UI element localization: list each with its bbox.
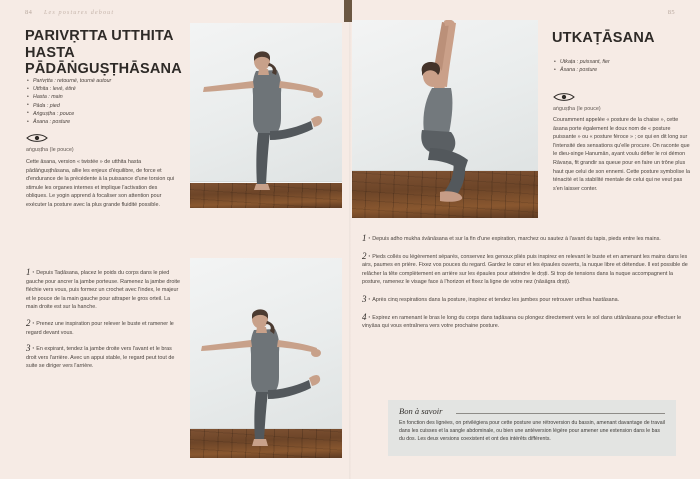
glossary-item: • Pāda : pied — [27, 102, 192, 110]
eye-caption-left: aṅguṣṭha (le pouce) — [26, 147, 74, 153]
step-number: 2 · — [26, 318, 34, 328]
step-text: Pieds collés ou légèrement séparés, conservez les genoux pliés puis inspirez en relevant le buste et en amenant les mains dans les airs, paumes en prière. Fixez vos pouces du regard. Gardez le cœur et les épaules ouverts, la nuque libre et détendue. Il est possible de relâcher la tête complètement en arrière sur les épaules pour atteindre le dṛṣṭi. Si trop de tensions dans la nuque accompagnent la posture, ramenez le visage face à l'horizon et fixez la ligne de votre nez (nāsāgra dṛṣṭi). — [362, 253, 688, 286]
step-item — [26, 319, 181, 337]
steps-list-right — [362, 234, 692, 339]
tip-box-title: Bon à savoir — [399, 406, 443, 416]
step-item — [26, 268, 181, 312]
step-item — [362, 234, 692, 244]
glossary-item: • Utthita : levé, étiré — [27, 85, 192, 93]
step-text: Depuis Taḍāsana, placez le poids du corps dans le pied gauche pour ancrer la jambe porteuse. Ramenez la jambe droite fléchie vers vous, puis formez un crochet avec l'index, le majeur et le pouce de la main gauche pour attraper le gros orteil. La main droite est sur la hanche. — [26, 270, 181, 311]
figure-woman-illustration — [190, 23, 342, 208]
glossary-item: • Āsana : posture — [554, 66, 699, 74]
page-gutter — [349, 0, 351, 479]
step-text: Prenez une inspiration pour relever le buste et ramener le regard devant vous. — [26, 320, 174, 336]
steps-list-left-col1 — [26, 268, 181, 378]
photo-woman-twisted-top — [190, 23, 342, 208]
step-text: Après cinq respirations dans la posture, inspirez et tendez les jambes pour retrouver urdhva hastāsana. — [372, 296, 620, 303]
tip-box — [388, 400, 676, 456]
step-text: Expirez en ramenant le bras le long du corps dans taḍāsana ou plongez directement vers le sol dans uttānāsana pour effectuer le vinyāsa qui vous entraînera vers votre prochaine posture. — [362, 314, 682, 330]
step-item — [362, 252, 692, 287]
tip-box-text: En fonction des lignées, on privilégiera pour cette posture une rétroversion du bassin, amenant davantage de travail dans les cuisses et la sangle abdominale, ou bien une antéversion légère pour amener une extension dans le bas du dos. Les deux versions coexistent et ont des intérêts différents. — [399, 420, 665, 442]
step-item — [362, 313, 692, 331]
page-title-right: UTKAṬĀSANA — [552, 30, 655, 46]
glossary-item: • Aṅguṣṭha : pouce — [27, 110, 192, 118]
step-number: 1 · — [362, 233, 370, 243]
running-head-left: Les postures debout — [44, 9, 115, 16]
step-number: 3 · — [362, 294, 370, 304]
eye-icon — [553, 92, 575, 102]
step-item — [362, 295, 692, 305]
photo-man-utkatasana — [352, 20, 538, 218]
dristi-eye-block-left — [26, 133, 74, 153]
step-number: 2 · — [362, 251, 370, 261]
folio-right: 85 — [667, 9, 675, 16]
intro-paragraph-left: Cette āsana, version « twistée » de utthita hasta pādāṅguṣṭhāsana, allie les enjeux d'équilibre, de force et d'endurance de la précédente à la puissance d'une torsion qui stimule les organes internes et implique l'activation des obliques. Le yogin apprend à focaliser son attention pour exécuter la posture avec la plus grande fluidité possible. — [26, 159, 175, 208]
folio-left: 84 — [25, 9, 33, 16]
eye-icon — [26, 133, 48, 143]
glossary-item: • Parivṛtta : retourné, tourné autour — [27, 77, 192, 85]
glossary-item: • Utkaṭa : puissant, fier — [554, 58, 699, 66]
step-number: 1 · — [26, 267, 34, 277]
eye-caption-right: aṅguṣṭha (le pouce) — [553, 106, 601, 112]
step-text: En expirant, tendez la jambe droite vers l'avant et le bras droit vers l'arrière. Avec un appui stable, le regard peut tout de suite se diriger vers l'arrière. — [26, 346, 175, 370]
figure-woman-illustration-2 — [190, 258, 342, 458]
bleed-marker — [344, 0, 352, 22]
glossary-item: • Hasta : main — [27, 93, 192, 101]
step-number: 3 · — [26, 343, 34, 353]
tip-box-rule — [456, 413, 665, 414]
step-text: Depuis adho mukha śvānāsana et sur la fin d'une expiration, marchez ou sautez à l'avant du tapis, pieds entre les mains. — [372, 236, 661, 242]
step-number: 4 · — [362, 312, 370, 322]
figure-man-illustration — [352, 20, 538, 218]
intro-paragraph-right: Couramment appelée « posture de la chaise », cette āsana porte également le doux nom de « posture puissante » ou « posture féroce » ; ce qui en dit long sur l'intensité des sensations qu'elle procure. On raconte que le dieu-singe Hanumān, ayant voulu défier le roi démon Rāvaṇa, fit grandir sa queue pour en faire un trône plus haut que celui de son ennemi. Cette posture symbolise la ténacité et la stabilité mentale de celui qui ne veut pas s'en laisser conter. — [553, 117, 690, 192]
step-item — [26, 344, 181, 371]
page-title-left: PARIVṚTTA UTTHITA HASTA PĀDĀṄGUṢṬHĀSANA — [25, 28, 182, 77]
glossary-list-left — [27, 77, 192, 126]
photo-woman-twisted-bottom — [190, 258, 342, 458]
glossary-item: • Āsana : posture — [27, 118, 192, 126]
dristi-eye-block-right — [553, 92, 601, 112]
glossary-list-right — [554, 58, 699, 74]
